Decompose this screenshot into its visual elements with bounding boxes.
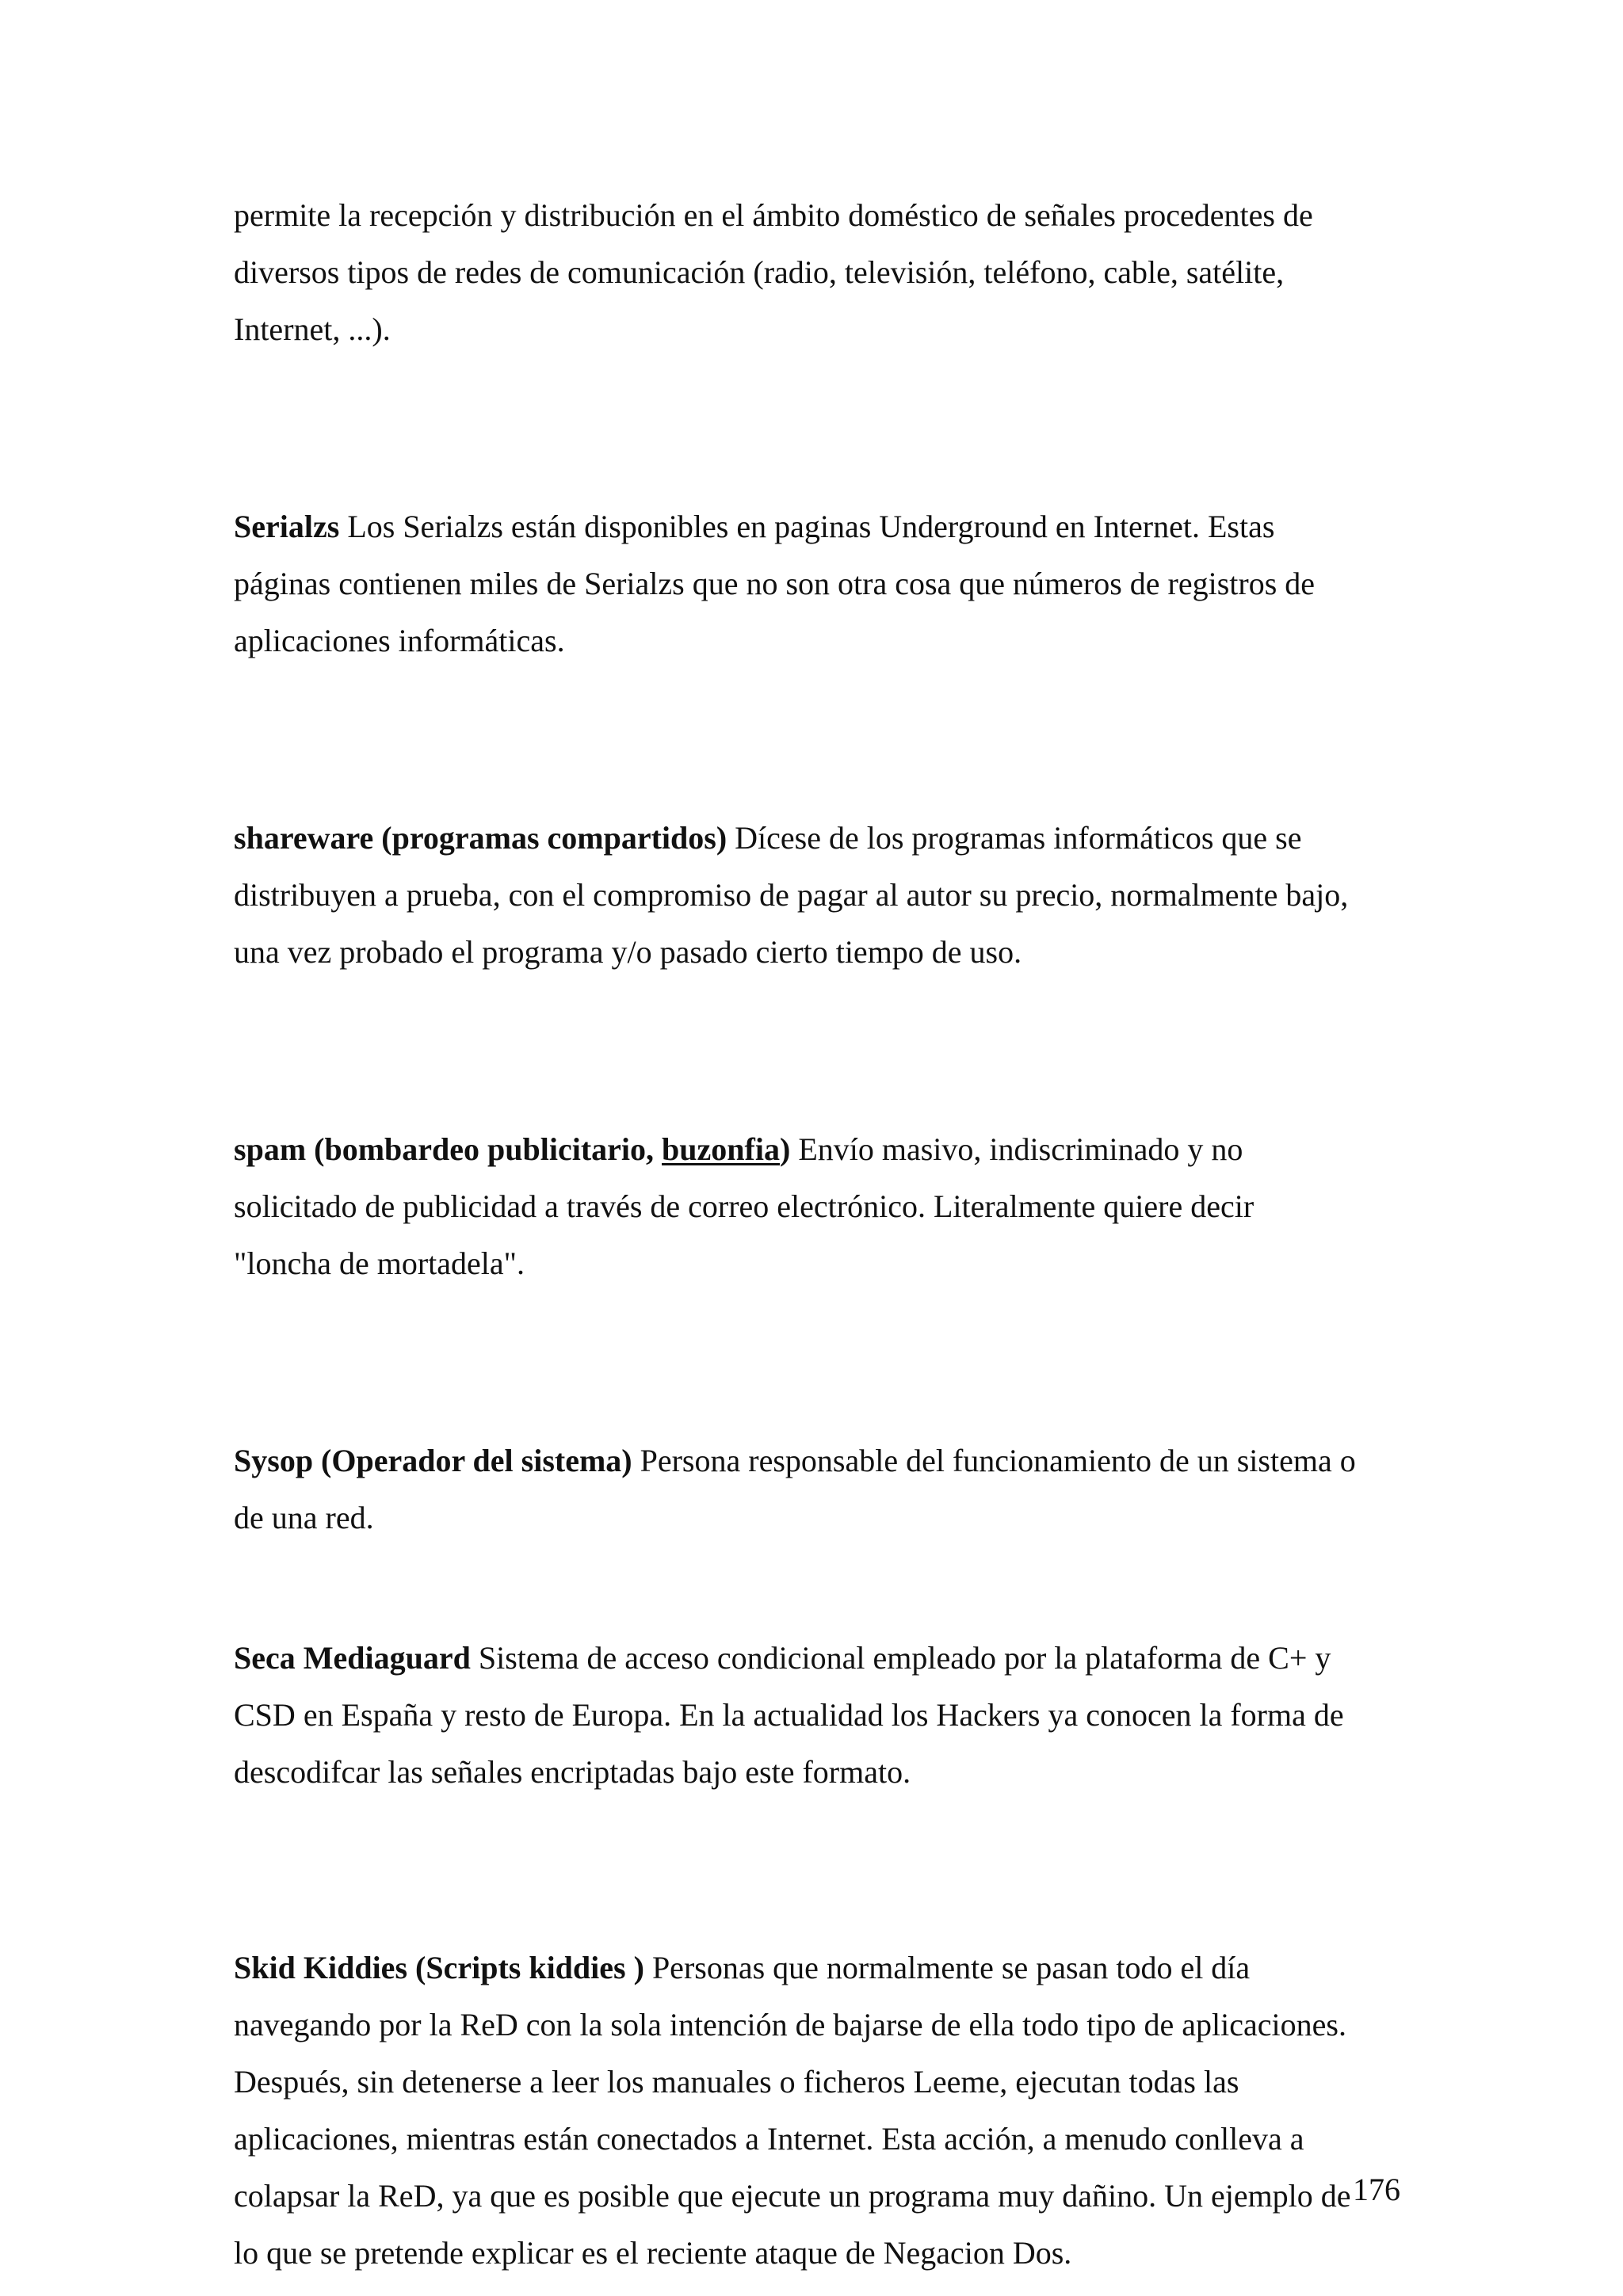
glossary-entry-shareware (234, 810, 1415, 981)
entry-term (234, 1131, 790, 1167)
intro-text: permite la recepción y distribución en el ámbito doméstico de señales procedentes de diversos tipos de redes de comunicación (radio, televisión, teléfono, cable, satélite, Internet, ...). (234, 197, 1313, 347)
buzonfia-link[interactable]: buzonfia (662, 1131, 780, 1167)
entry-definition: Persona responsable del funcionamiento de un sistema o de una red. (234, 1443, 1356, 1535)
entry-term-suffix: ) (779, 1131, 791, 1167)
entry-term: Skid Kiddies (Scripts kiddies ) (234, 1950, 644, 1985)
entry-definition: Dícese de los programas informáticos que se distribuyen a prueba, con el compromiso de pagar al autor su precio, normalmente bajo, una vez probado el programa y/o pasado cierto tiempo de uso. (234, 820, 1349, 970)
glossary-entry-spam (234, 1121, 1415, 1292)
entry-term: Sysop (Operador del sistema) (234, 1443, 632, 1478)
entry-definition: Envío masivo, indiscriminado y no solicitado de publicidad a través de correo electrónico. Literalmente quiere decir "loncha de mortadela". (234, 1131, 1254, 1281)
entry-term-prefix: spam (bombardeo publicitario, (234, 1131, 663, 1167)
page-number: 176 (1353, 2172, 1400, 2207)
entry-definition: Personas que normalmente se pasan todo el día navegando por la ReD con la sola intención de bajarse de ella todo tipo de aplicaciones. Después, sin detenerse a leer los manuales o ficheros Leeme, ejecutan todas las aplicaciones, mientras están conectados a Internet. Esta acción, a menudo conlleva a colapsar la ReD, ya que es posible que ejecute un programa muy dañino. Un ejemplo de lo que se pretende explicar es el reciente ataque de Negacion Dos. (234, 1950, 1351, 2271)
intro-paragraph (234, 187, 1415, 358)
entry-term: Serialzs (234, 509, 340, 544)
glossary-entry-skid-kiddies (234, 1939, 1415, 2282)
entry-term: shareware (programas compartidos) (234, 820, 727, 856)
glossary-entry-serialzs (234, 498, 1415, 669)
entry-definition: Sistema de acceso condicional empleado por la plataforma de C+ y CSD en España y resto de Europa. En la actualidad los Hackers ya conocen la forma de descodifcar las señales encriptadas bajo este formato. (234, 1640, 1344, 1790)
glossary-entry-sysop (234, 1432, 1415, 1547)
glossary-body (234, 187, 1415, 2282)
glossary-entry-seca-mediaguard (234, 1630, 1415, 1801)
entry-definition: Los Serialzs están disponibles en paginas Underground en Internet. Estas páginas contienen miles de Serialzs que no son otra cosa que números de registros de aplicaciones informáticas. (234, 509, 1316, 658)
entry-term: Seca Mediaguard (234, 1640, 471, 1676)
